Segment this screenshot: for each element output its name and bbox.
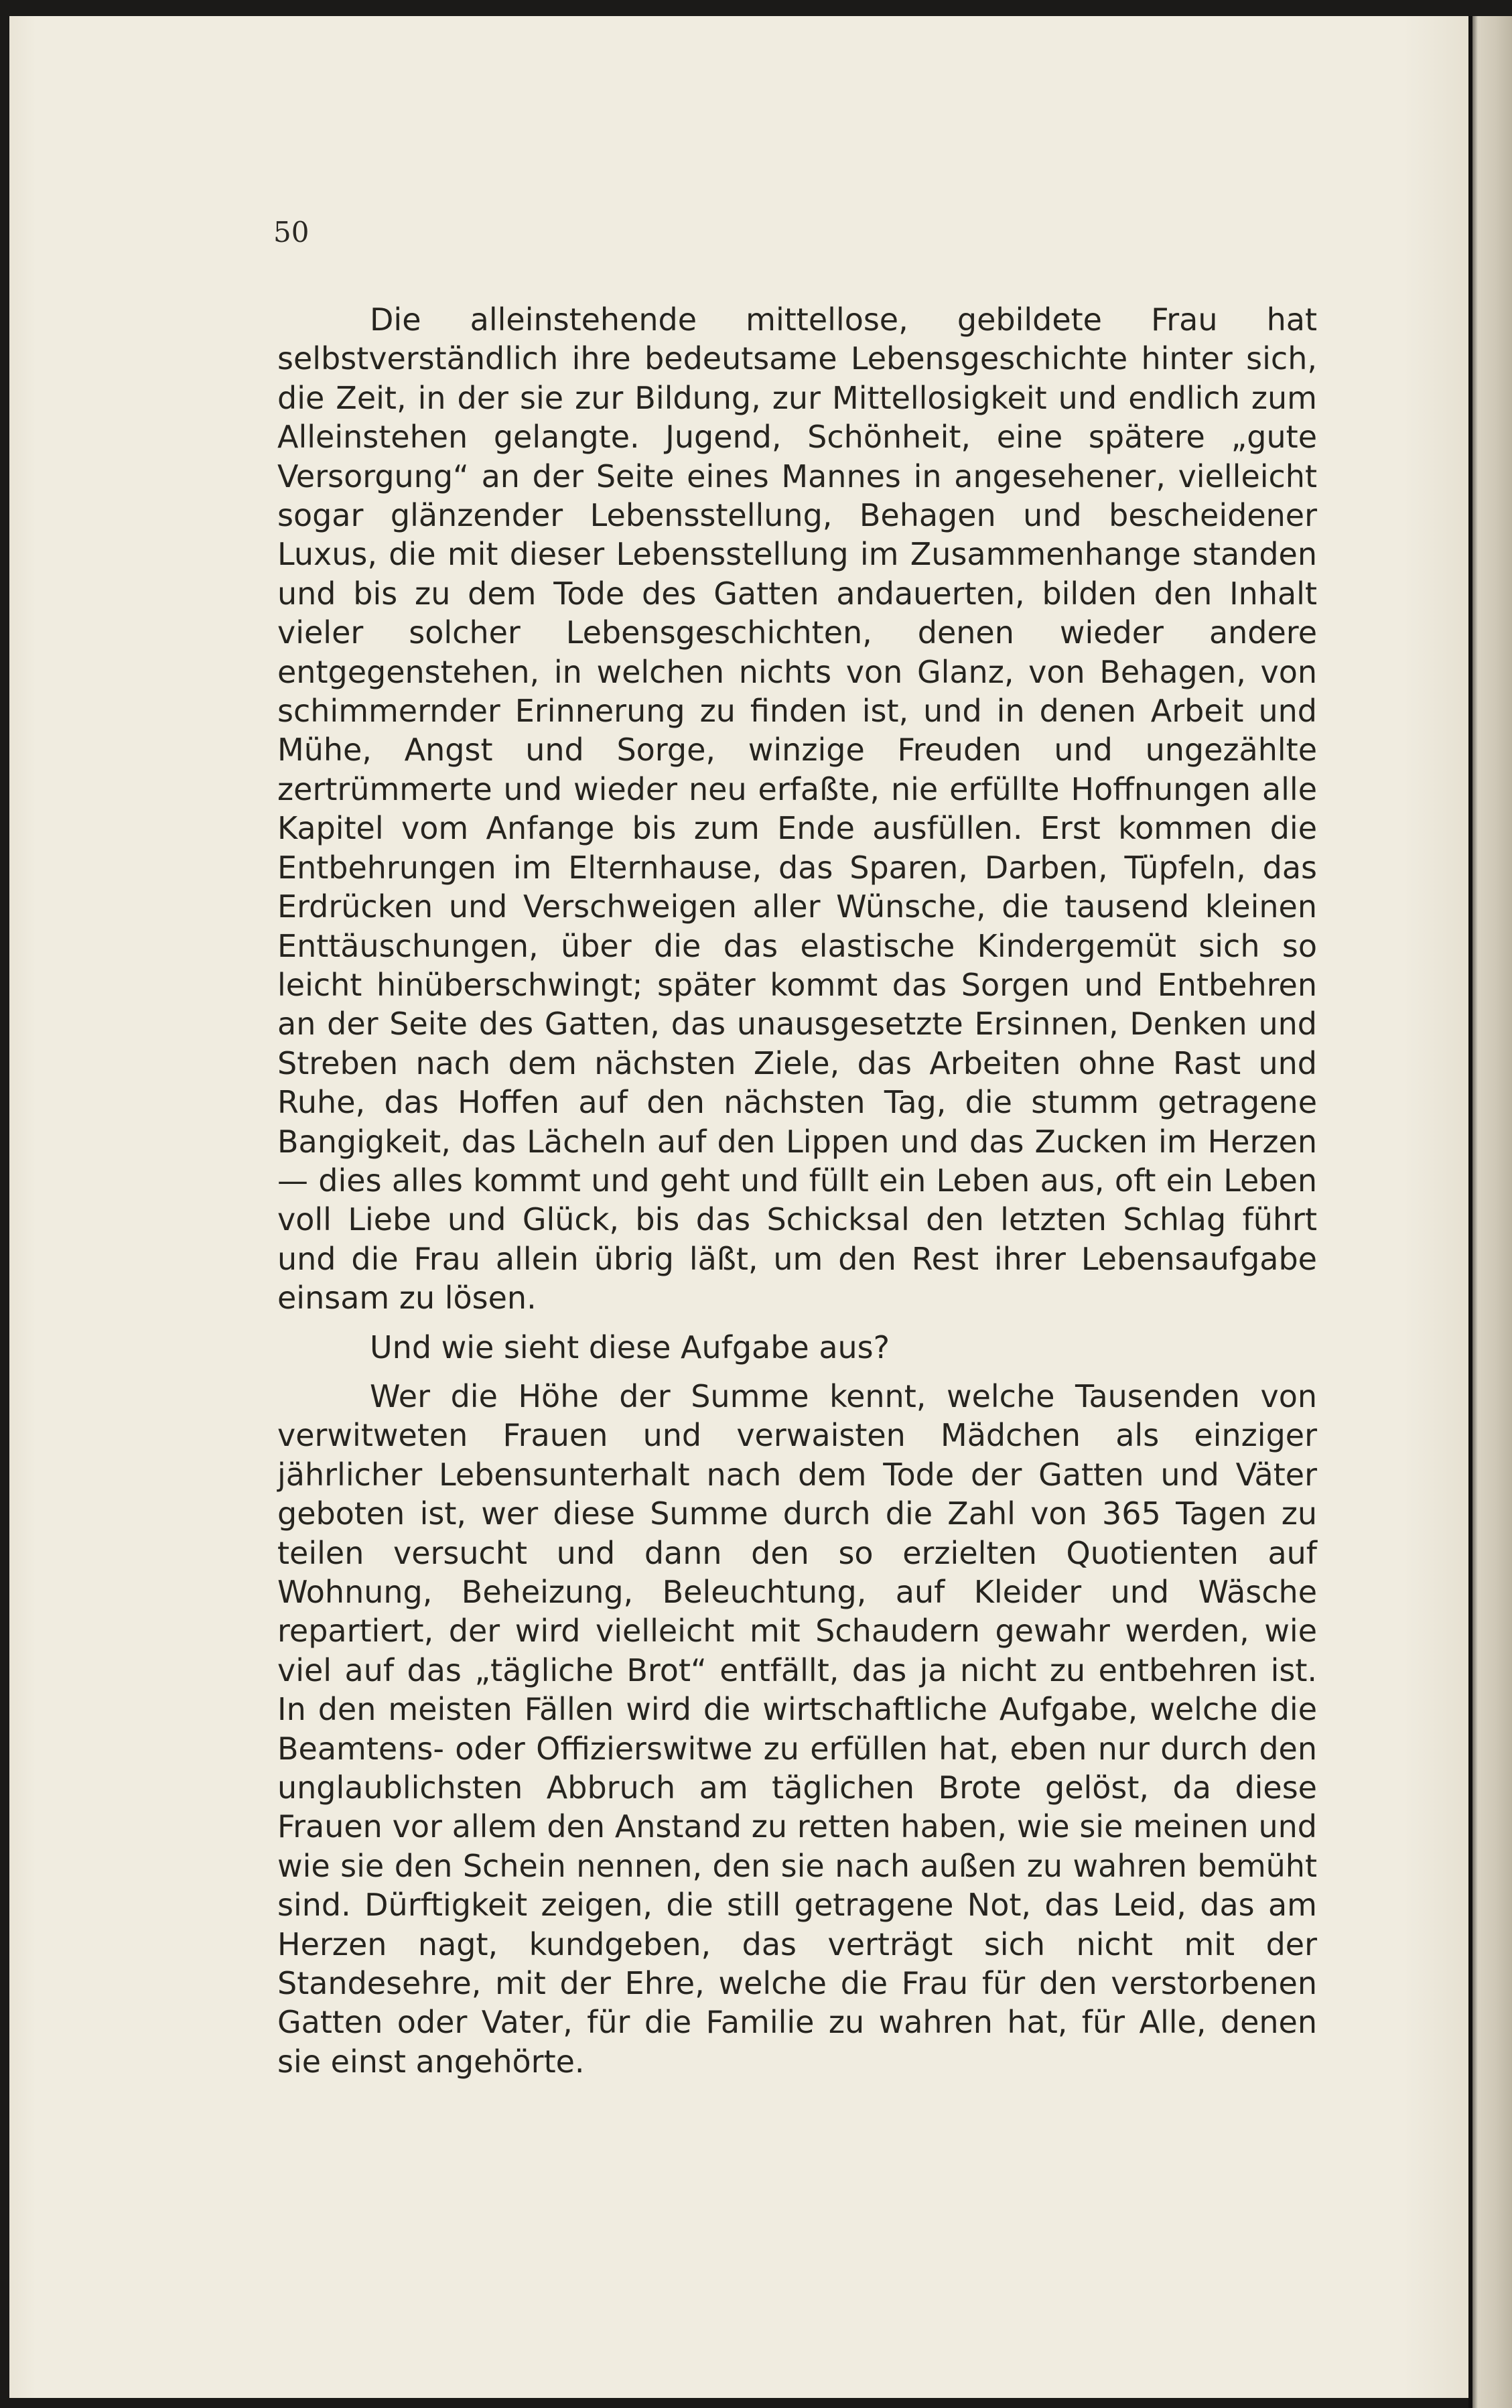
- page-edge-stack: [1468, 16, 1512, 2408]
- page-number: 50: [273, 216, 310, 249]
- binding-shadow: [1468, 16, 1472, 2408]
- paragraph-1: Die alleinstehende mittellose, gebildete Frau hat selbstverständlich ihre bedeutsame Lebensgeschichte hinter sich, die Zeit, in der sie zur Bildung, zur Mittellosigkeit und endlich zum Alleinstehen gelangte. Jugend, Schönheit, eine spätere „gute Versorgung“ an der Seite eines Mannes in angesehener, vielleicht sogar glänzender Lebensstellung, Behagen und bescheidener Luxus, die mit dieser Lebensstellung im Zusammenhange standen und bis zu dem Tode des Gatten andauerten, bilden den Inhalt vieler solcher Lebensgeschichten, denen wieder andere entgegenstehen, in welchen nichts von Glanz, von Behagen, von schimmernder Erinnerung zu finden ist, und in denen Arbeit und Mühe, Angst und Sorge, winzige Freuden und ungezählte zertrümmerte und wieder neu erfaßte, nie erfüllte Hoffnungen alle Kapitel vom Anfange bis zum Ende ausfüllen. Erst kommen die Entbehrungen im Elternhause, das Sparen, Darben, Tüpfeln, das Erdrücken und Verschweigen aller Wünsche, die tausend kleinen Enttäuschungen, über die das elastische Kindergemüt sich so leicht hinüberschwingt; später kommt das Sorgen und Entbehren an der Seite des Gatten, das unausgesetzte Ersinnen, Denken und Streben nach dem nächsten Ziele, das Arbeiten ohne Rast und Ruhe, das Hoffen auf den nächsten Tag, die stumm getragene Bangigkeit, das Lächeln auf den Lippen und das Zucken im Herzen — dies alles kommt und geht und füllt ein Leben aus, oft ein Leben voll Liebe und Glück, bis das Schicksal den letzten Schlag führt und die Frau allein übrig läßt, um den Rest ihrer Lebensaufgabe einsam zu lösen.: [277, 302, 1317, 1317]
- paragraph-2: Und wie sieht diese Aufgabe aus?: [370, 1329, 890, 1365]
- paragraph-3: Wer die Höhe der Summe kennt, welche Tausenden von verwitweten Frauen und verwaisten Mädchen als einziger jährlicher Lebensunterhalt nach dem Tode der Gatten und Väter geboten ist, wer diese Summe durch die Zahl von 365 Tagen zu teilen versucht und dann den so erzielten Quotienten auf Wohnung, Beheizung, Beleuchtung, auf Kleider und Wäsche repartiert, der wird vielleicht mit Schaudern gewahr werden, wie viel auf das „tägliche Brot“ entfällt, das ja nicht zu entbehren ist. In den meisten Fällen wird die wirtschaftliche Aufgabe, welche die Beamtens- oder Offizierswitwe zu erfüllen hat, eben nur durch den unglaublichsten Abbruch am täglichen Brote gelöst, da diese Frauen vor allem den Anstand zu retten haben, wie sie meinen und wie sie den Schein nennen, den sie nach außen zu wahren bemüht sind. Dürftigkeit zeigen, die still getragene Not, das Leid, das am Herzen nagt, kundgeben, das verträgt sich nicht mit der Standesehre, mit der Ehre, welche die Frau für den verstorbenen Gatten oder Vater, für die Familie zu wahren hat, für Alle, denen sie einst angehörte.: [277, 1378, 1317, 2080]
- body-text: [277, 300, 1317, 2091]
